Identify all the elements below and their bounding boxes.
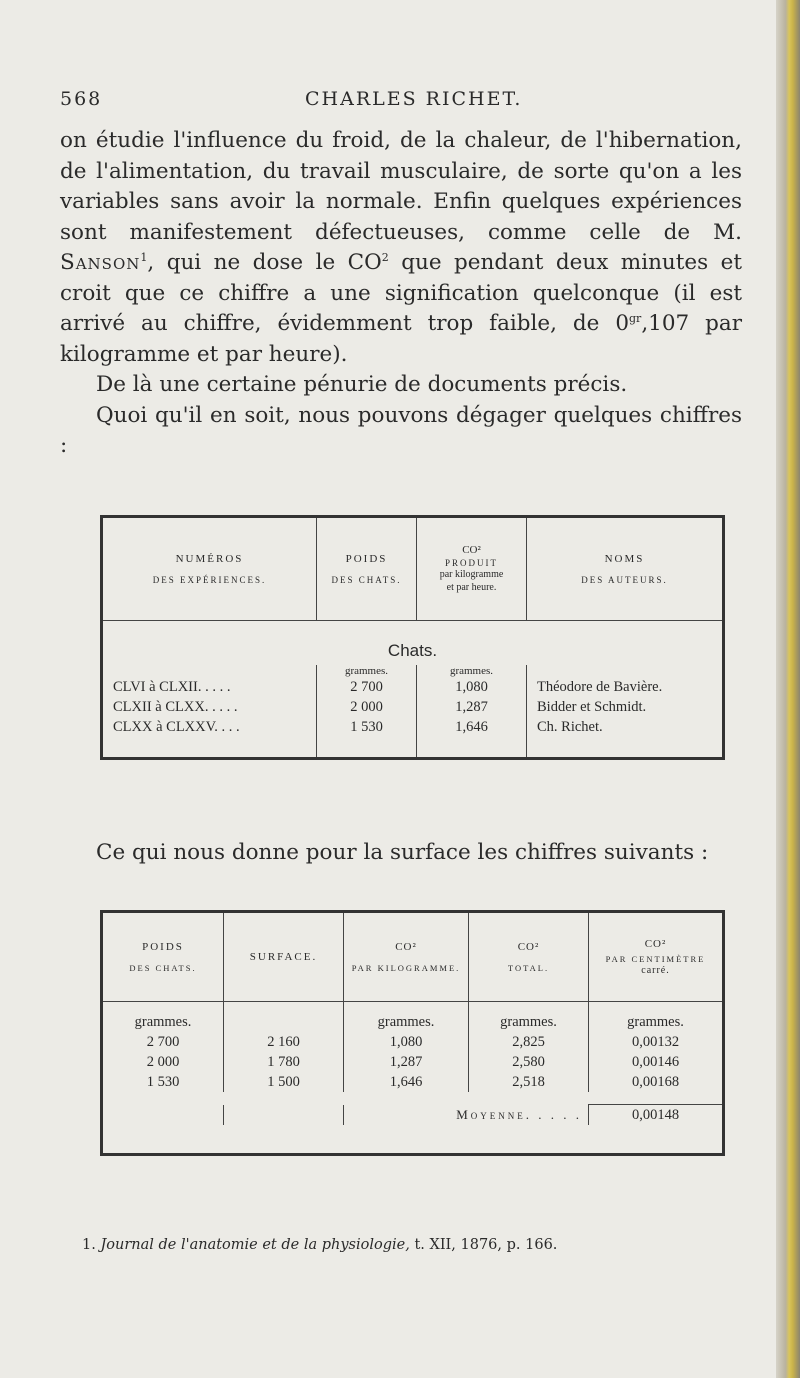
- section-title: Chats.: [102, 621, 724, 666]
- paragraph-4: Ce qui nous donne pour la surface les chiffres suivants :: [96, 839, 709, 865]
- col-header-surface: SURFACE.: [224, 912, 344, 1002]
- body-text: [60, 126, 742, 462]
- col-header-co2-total: CO² TOTAL.: [469, 912, 589, 1002]
- table-row: CLXII à CLXX. . . . . 2 000 1,287 Bidder et Schmidt.: [102, 697, 724, 717]
- col-header-co2-per-kg: CO² PAR KILOGRAMME.: [344, 912, 469, 1002]
- unit-label: grammes.: [344, 1002, 469, 1033]
- table-row: 1 530 1 500 1,646 2,518 0,00168: [102, 1072, 724, 1092]
- mean-value: 0,00148: [589, 1105, 724, 1126]
- col-header-experiments: NUMÉROS DES EXPÉRIENCES.: [102, 517, 317, 621]
- footnote: 1. Journal de l'anatomie et de la physiologie, t. XII, 1876, p. 166.: [82, 1237, 558, 1253]
- paragraph-3: Quoi qu'il en soit, nous pouvons dégager quelques chiffres :: [60, 402, 742, 458]
- paragraph-1: on étudie l'influence du froid, de la chaleur, de l'hibernation, de l'alimentation, du travail musculaire, de sorte qu'on a les variables sans avoir la normale. Enfin quelques expériences sont manifestement défectueuses, comme celle de M. Sanson$^1$, qui ne dose le $CO^2$ que pendant deux minutes et croit que ce chiffre a une signification quelconque (il est arrivé au chiffre, évidemment trop faible, de $0^{gr},107$ par kilogramme et par heure).: [60, 128, 742, 367]
- book-edge: [776, 0, 800, 1378]
- unit-label: grammes.: [417, 665, 527, 677]
- mean-row: [102, 1105, 724, 1126]
- unit-label: grammes.: [102, 1002, 224, 1033]
- table-cats-co2: [100, 515, 725, 760]
- col-header-authors: NOMS DES AUTEURS.: [527, 517, 724, 621]
- table-row: CLVI à CLXII. . . . . 2 700 1,080 Théodore de Bavière.: [102, 677, 724, 697]
- paragraph-2: De là une certaine pénurie de documents précis.: [96, 372, 628, 397]
- unit-label: grammes.: [589, 1002, 724, 1033]
- table-surface: [100, 910, 725, 1156]
- page-number: 568: [60, 88, 103, 110]
- unit-label: grammes.: [469, 1002, 589, 1033]
- col-header-weight: POIDS DES CHATS.: [317, 517, 417, 621]
- col-header-co2-per-cm2: CO² PAR CENTIMÈTRE carré.: [589, 912, 724, 1002]
- footnote-source: Journal de l'anatomie et de la physiologie,: [100, 1237, 410, 1253]
- col-header-co2: CO² PRODUIT par kilogramme et par heure.: [417, 517, 527, 621]
- col-header-weight: POIDS DES CHATS.: [102, 912, 224, 1002]
- table-row: 2 700 2 160 1,080 2,825 0,00132: [102, 1032, 724, 1052]
- table-row: 2 000 1 780 1,287 2,580 0,00146: [102, 1052, 724, 1072]
- unit-label: grammes.: [317, 665, 417, 677]
- running-title: CHARLES RICHET.: [305, 88, 523, 110]
- author-sanson: Sanson: [60, 250, 141, 275]
- mean-label: Moyenne. . . . .: [344, 1105, 589, 1126]
- footnote-ref: 1: [140, 250, 148, 264]
- table-row: CLXX à CLXXV. . . . 1 530 1,646 Ch. Richet.: [102, 717, 724, 759]
